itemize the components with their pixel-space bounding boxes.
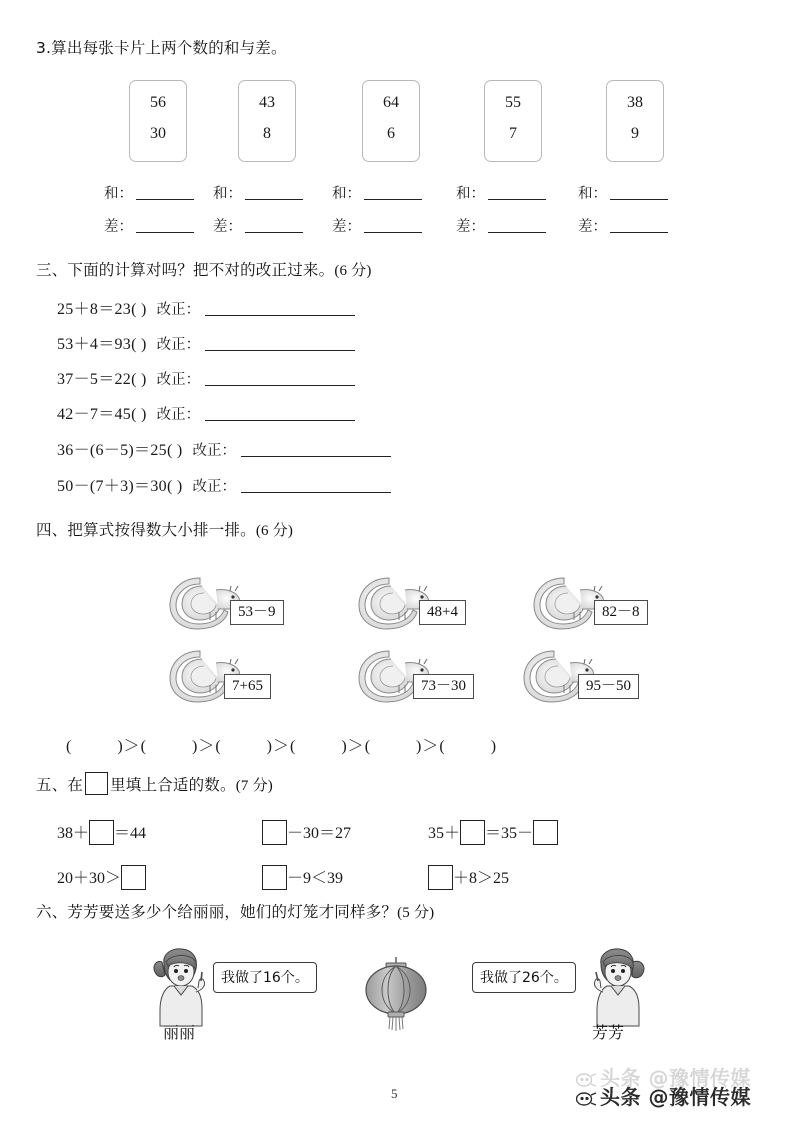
difference-label: 差： xyxy=(456,219,485,235)
difference-label: 差： xyxy=(104,219,133,235)
watermark-text: 头条 @豫情传媒 xyxy=(600,1085,751,1109)
answer-blank-line[interactable] xyxy=(245,186,303,200)
number-card xyxy=(362,80,420,162)
equation-text: 50－(7＋3)＝30 xyxy=(57,478,167,495)
sum-answer-slot[interactable] xyxy=(456,182,546,203)
correction-blank-line[interactable] xyxy=(205,337,355,351)
expression-box: 73－30 xyxy=(413,674,474,699)
section-5-title-after: 里填上合适的数。 xyxy=(110,776,236,794)
card-top-number: 55 xyxy=(505,94,521,111)
equation-text: 53＋4＝93 xyxy=(57,336,132,353)
answer-blank-line[interactable] xyxy=(136,186,194,200)
correction-blank-line[interactable] xyxy=(241,443,391,457)
card-bottom-number: 30 xyxy=(150,125,166,142)
greater-than-operator: ＞ xyxy=(422,738,439,755)
answer-blank-line[interactable] xyxy=(245,219,303,233)
answer-box[interactable] xyxy=(533,820,558,845)
section-3-score: (6 分) xyxy=(334,263,372,279)
card-top-number: 38 xyxy=(627,94,643,111)
greater-than-operator: ＞ xyxy=(273,738,290,755)
correction-row[interactable] xyxy=(57,401,355,424)
answer-blank-line[interactable] xyxy=(364,219,422,233)
correction-row[interactable] xyxy=(57,437,391,460)
section-3-heading xyxy=(36,258,372,280)
section-6-heading xyxy=(36,900,434,922)
card-bottom-number: 9 xyxy=(631,125,639,142)
difference-answer-slot[interactable] xyxy=(104,215,194,236)
section-6-title: 六、芳芳要送多少个给丽丽，她们的灯笼才同样多？ xyxy=(36,903,398,921)
page-number: 5 xyxy=(391,1086,398,1101)
answer-box[interactable] xyxy=(428,865,453,890)
correction-label: 改正： xyxy=(156,337,201,353)
judgement-parenthesis[interactable]: ( ) xyxy=(131,371,147,388)
equation-text: 25＋8＝23 xyxy=(57,301,132,318)
expression-box: 7+65 xyxy=(224,674,271,699)
order-slot[interactable]: ( ) xyxy=(66,738,123,755)
judgement-parenthesis[interactable]: ( ) xyxy=(131,406,147,423)
speech-bubble-right: 我做了26个。 xyxy=(472,962,576,993)
order-slot[interactable]: ( ) xyxy=(215,738,272,755)
equation-part: ＝35－ xyxy=(485,825,534,842)
card-bottom-number: 7 xyxy=(509,125,517,142)
correction-row[interactable] xyxy=(57,296,355,319)
card-bottom-number: 8 xyxy=(263,125,271,142)
speech-bubble-left: 我做了16个。 xyxy=(213,962,317,993)
difference-label: 差： xyxy=(332,219,361,235)
section-5-score: (7 分) xyxy=(235,778,273,794)
card-bottom-number: 6 xyxy=(387,125,395,142)
judgement-parenthesis[interactable]: ( ) xyxy=(166,442,183,459)
correction-label: 改正： xyxy=(156,302,201,318)
inline-answer-box[interactable] xyxy=(85,772,108,795)
equation-text: 37－5＝22 xyxy=(57,371,132,388)
lantern-illustration xyxy=(362,955,430,1038)
watermark xyxy=(576,1081,751,1112)
ordering-answer-line[interactable] xyxy=(66,733,496,756)
section-5-heading xyxy=(36,772,273,795)
section-4-score: (6 分) xyxy=(255,523,294,539)
fill-box-equation[interactable] xyxy=(428,865,509,890)
correction-row[interactable] xyxy=(57,331,355,354)
answer-box[interactable] xyxy=(121,865,146,890)
correction-row[interactable] xyxy=(57,366,355,389)
order-slot[interactable]: ( ) xyxy=(364,738,422,755)
difference-label: 差： xyxy=(578,219,607,235)
section-3-title: 三、下面的计算对吗？把不对的改正过来。 xyxy=(36,261,335,279)
sum-label: 和： xyxy=(104,186,133,202)
fill-box-equation[interactable] xyxy=(262,820,351,845)
difference-answer-slot[interactable] xyxy=(332,215,422,236)
correction-label: 改正： xyxy=(156,407,201,423)
difference-answer-slot[interactable] xyxy=(578,215,668,236)
card-top-number: 43 xyxy=(259,94,275,111)
correction-blank-line[interactable] xyxy=(205,407,355,421)
correction-label: 改正： xyxy=(192,443,237,459)
headline-logo-icon xyxy=(576,1088,598,1112)
equation-part: 35＋ xyxy=(428,825,461,842)
card-top-number: 56 xyxy=(150,94,166,111)
number-card xyxy=(129,80,187,162)
expression-box: 95－50 xyxy=(578,674,639,699)
section-5-title-before: 五、在 xyxy=(36,776,84,794)
correction-row[interactable] xyxy=(57,473,391,496)
correction-blank-line[interactable] xyxy=(205,372,355,386)
sum-answer-slot[interactable] xyxy=(104,182,194,203)
sum-label: 和： xyxy=(456,186,485,202)
answer-blank-line[interactable] xyxy=(488,219,546,233)
equation-part: ＋8＞25 xyxy=(453,870,510,887)
correction-label: 改正： xyxy=(156,372,201,388)
answer-box[interactable] xyxy=(460,820,485,845)
order-slot[interactable]: ( ) xyxy=(140,738,198,755)
answer-blank-line[interactable] xyxy=(610,219,668,233)
sum-label: 和： xyxy=(332,186,361,202)
equation-part: －30＝27 xyxy=(287,825,352,842)
sum-answer-slot[interactable] xyxy=(332,182,422,203)
order-slot[interactable]: ( ) xyxy=(290,738,347,755)
answer-box[interactable] xyxy=(262,820,287,845)
fill-box-equation[interactable] xyxy=(262,865,343,890)
answer-box[interactable] xyxy=(89,820,114,845)
expression-box: 82－8 xyxy=(594,600,648,625)
sum-answer-slot[interactable] xyxy=(213,182,303,203)
equation-part: ＝44 xyxy=(114,825,147,842)
fill-box-equation[interactable] xyxy=(57,820,146,845)
section-4-title: 四、把算式按得数大小排一排。 xyxy=(36,521,256,539)
equation-part: 20＋30＞ xyxy=(57,870,122,887)
number-card xyxy=(238,80,296,162)
equation-part: 38＋ xyxy=(57,825,90,842)
answer-blank-line[interactable] xyxy=(488,186,546,200)
equation-text: 42－7＝45 xyxy=(57,406,132,423)
expression-box: 48+4 xyxy=(419,600,466,625)
difference-label: 差： xyxy=(213,219,242,235)
card-top-number: 64 xyxy=(383,94,399,111)
sum-answer-slot[interactable] xyxy=(578,182,668,203)
section-4-heading xyxy=(36,518,293,540)
number-card xyxy=(484,80,542,162)
answer-blank-line[interactable] xyxy=(610,186,668,200)
equation-part: －9＜39 xyxy=(287,870,344,887)
correction-label: 改正： xyxy=(192,479,237,495)
character-name-fangfang: 芳芳 xyxy=(592,1023,625,1042)
correction-blank-line[interactable] xyxy=(205,302,355,316)
difference-answer-slot[interactable] xyxy=(456,215,546,236)
number-card xyxy=(606,80,664,162)
greater-than-operator: ＞ xyxy=(123,738,140,755)
watermark-ghost-text: 头条 @豫情传媒 xyxy=(600,1066,751,1090)
answer-box[interactable] xyxy=(262,865,287,890)
answer-blank-line[interactable] xyxy=(364,186,422,200)
judgement-parenthesis[interactable]: ( ) xyxy=(131,336,147,353)
greater-than-operator: ＞ xyxy=(198,738,215,755)
difference-answer-slot[interactable] xyxy=(213,215,303,236)
expression-box: 53－9 xyxy=(230,600,284,625)
judgement-parenthesis[interactable]: ( ) xyxy=(166,478,183,495)
question-3-heading: 3.算出每张卡片上两个数的和与差。 xyxy=(36,39,287,57)
correction-blank-line[interactable] xyxy=(241,479,391,493)
character-name-lili: 丽丽 xyxy=(163,1023,196,1042)
fill-box-equation[interactable] xyxy=(428,820,558,845)
judgement-parenthesis[interactable]: ( ) xyxy=(131,301,147,318)
equation-text: 36－(6－5)＝25 xyxy=(57,442,167,459)
section-6-score: (5 分) xyxy=(397,905,435,921)
answer-blank-line[interactable] xyxy=(136,219,194,233)
order-slot[interactable]: ( ) xyxy=(439,738,497,755)
fill-box-equation[interactable] xyxy=(57,865,146,890)
sum-label: 和： xyxy=(213,186,242,202)
sum-label: 和： xyxy=(578,186,607,202)
greater-than-operator: ＞ xyxy=(347,738,364,755)
